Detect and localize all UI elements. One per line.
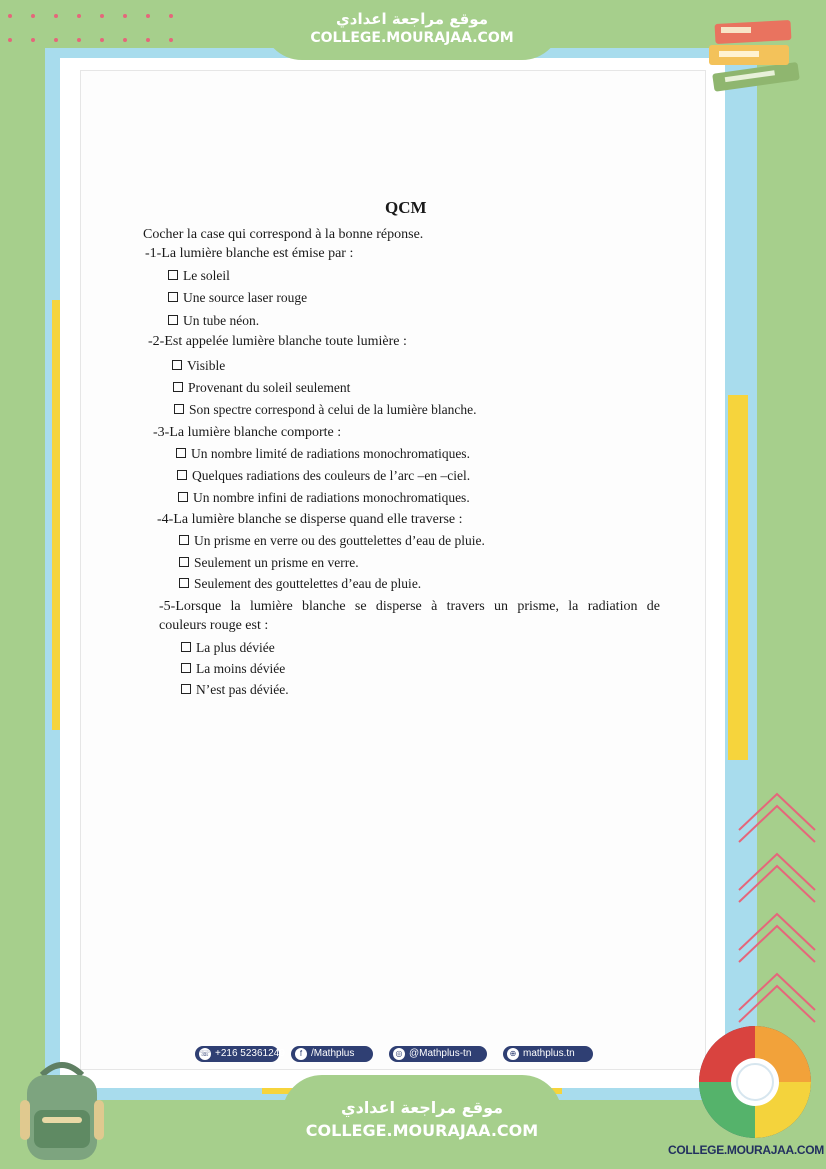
whatsapp-icon: ☏ — [199, 1049, 210, 1058]
site-arabic-name-bottom: موقع مراجعة اعدادي — [340, 1098, 504, 1117]
checkbox-icon[interactable] — [173, 382, 183, 392]
question-5-option-2[interactable]: La moins déviée — [181, 661, 285, 677]
books-icon — [695, 10, 805, 95]
instagram-icon: ◎ — [393, 1048, 405, 1060]
question-2: -2-Est appelée lumière blanche toute lumière : — [148, 334, 407, 349]
checkbox-icon[interactable] — [181, 663, 191, 673]
page-title: QCM — [385, 198, 427, 217]
chevron-up-icon — [739, 854, 815, 890]
checkbox-icon[interactable] — [174, 404, 184, 414]
chevron-up-icon — [739, 794, 815, 830]
backpack-icon — [12, 1055, 112, 1165]
question-1-option-3[interactable]: Un tube néon. — [168, 313, 259, 329]
checkbox-icon[interactable] — [178, 492, 188, 502]
checkbox-icon[interactable] — [168, 292, 178, 302]
chevron-up-icon — [739, 914, 815, 950]
chevron-up-icon — [739, 806, 815, 842]
question-3-option-3[interactable]: Un nombre infini de radiations monochromatiques. — [178, 490, 470, 506]
facebook-icon: f — [295, 1048, 307, 1060]
checkbox-icon[interactable] — [179, 557, 189, 567]
question-5-option-1[interactable]: La plus déviée — [181, 640, 275, 656]
chevron-decoration — [735, 790, 820, 1040]
checkbox-icon[interactable] — [177, 470, 187, 480]
checkbox-icon[interactable] — [172, 360, 182, 370]
checkbox-icon[interactable] — [181, 684, 191, 694]
checkbox-icon[interactable] — [179, 578, 189, 588]
question-4-option-3[interactable]: Seulement des gouttelettes d’eau de pluie. — [179, 576, 421, 592]
question-4-option-1[interactable]: Un prisme en verre ou des gouttelettes d’eau de pluie. — [179, 533, 485, 549]
question-2-option-2[interactable]: Provenant du soleil seulement — [173, 380, 350, 396]
question-2-option-3[interactable]: Son spectre correspond à celui de la lumière blanche. — [174, 402, 477, 418]
checkbox-icon[interactable] — [181, 642, 191, 652]
globe-icon: ⊕ — [507, 1048, 519, 1060]
question-3: -3-La lumière blanche comporte : — [153, 425, 342, 440]
question-1-option-2[interactable]: Une source laser rouge — [168, 290, 307, 306]
instagram-pill[interactable]: ◎ @Mathplus-tn — [389, 1046, 487, 1062]
question-4: -4-La lumière blanche se disperse quand elle traverse : — [157, 512, 463, 527]
question-1: -1-La lumière blanche est émise par : — [145, 246, 354, 261]
question-5-option-3[interactable]: N’est pas déviée. — [181, 682, 289, 698]
site-url[interactable]: COLLEGE.MOURAJAA.COM — [310, 30, 514, 46]
site-arabic-name: موقع مراجعة اعدادي — [336, 10, 488, 28]
checkbox-icon[interactable] — [176, 448, 186, 458]
instruction-text: Cocher la case qui correspond à la bonne réponse. — [143, 227, 424, 242]
checkbox-icon[interactable] — [179, 535, 189, 545]
chevron-up-icon — [739, 866, 815, 902]
checkbox-icon[interactable] — [168, 315, 178, 325]
website-pill[interactable]: ⊕ mathplus.tn — [503, 1046, 593, 1062]
site-banner-bottom[interactable] — [282, 1075, 562, 1169]
checkbox-icon[interactable] — [168, 270, 178, 280]
question-1-option-1[interactable]: Le soleil — [168, 268, 230, 284]
question-3-option-1[interactable]: Un nombre limité de radiations monochromatiques. — [176, 446, 470, 462]
chevron-up-icon — [739, 986, 815, 1022]
question-3-option-2[interactable]: Quelques radiations des couleurs de l’arc –en –ciel. — [177, 468, 470, 484]
phone-pill[interactable]: ☏ +216 52361249 — [195, 1046, 279, 1062]
question-2-option-1[interactable]: Visible — [172, 358, 225, 374]
site-url-bottom[interactable]: COLLEGE.MOURAJAA.COM — [305, 1121, 539, 1140]
question-5-line-2: couleurs rouge est : — [159, 618, 269, 633]
facebook-pill[interactable]: f /Mathplus — [291, 1046, 373, 1062]
question-4-option-2[interactable]: Seulement un prisme en verre. — [179, 555, 359, 571]
chevron-up-icon — [739, 974, 815, 1010]
chevron-up-icon — [739, 926, 815, 962]
subjects-wheel-icon — [694, 1022, 816, 1142]
question-5-line-1: -5-Lorsque la lumière blanche se disperse à travers un prisme, la radiation de — [159, 599, 660, 614]
brand-logo-text: COLLEGE.MOURAJAA.COM — [668, 1143, 825, 1157]
